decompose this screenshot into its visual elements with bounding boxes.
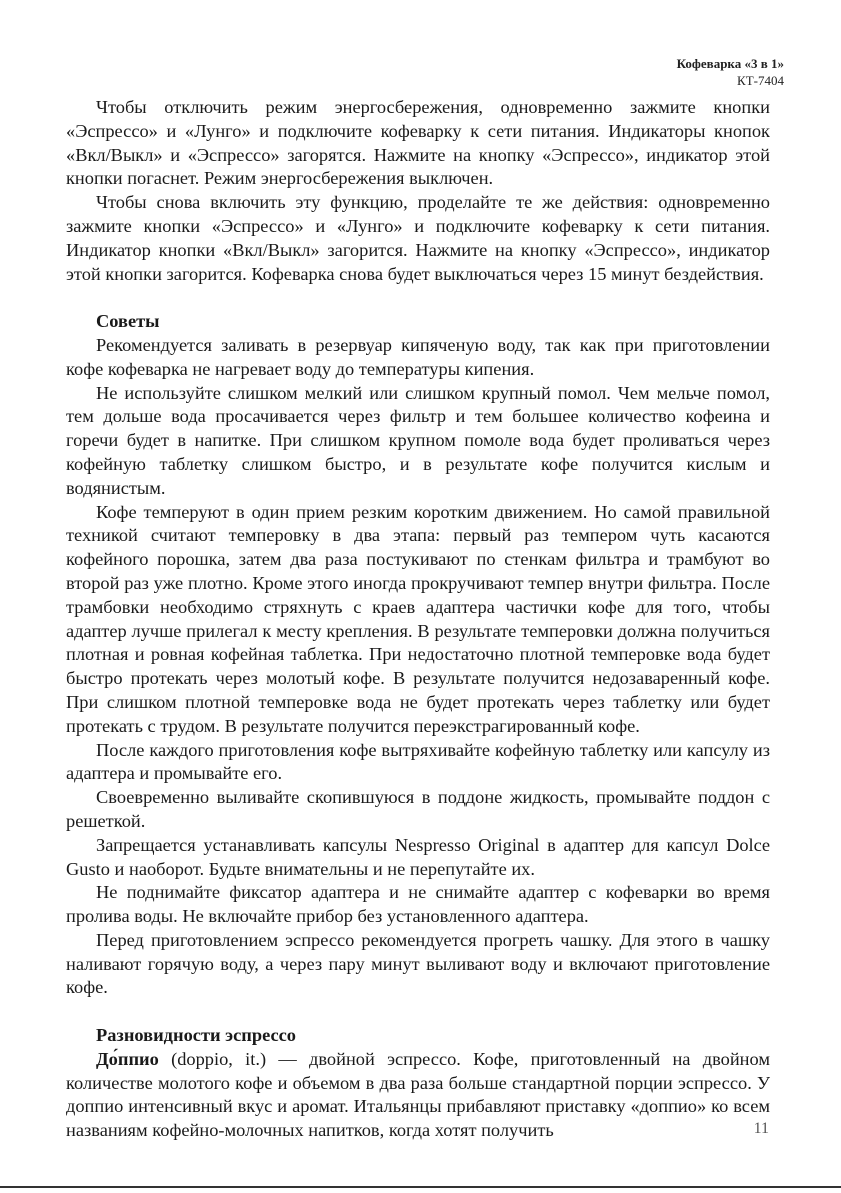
header-code: КТ-7404 (737, 73, 784, 88)
bottom-rule (0, 1186, 841, 1188)
section-heading-tips: Советы (96, 311, 160, 332)
paragraph: Рекомендуется заливать в резервуар кипяченую воду, так как при приготовлении кофе кофеварка не нагревает воду до температуры кипения. (66, 334, 770, 379)
paragraph: Не используйте слишком мелкий или слишком крупный помол. Чем мельче помол, тем дольше вода просачивается через фильтр и тем большее количество кофеина и горечи будет в напитке. При слишком крупном помоле вода будет проливаться через кофейную таблетку слишком быстро, и в результате кофе получится кислым и водянистым. (66, 382, 770, 498)
paragraph: Чтобы отключить режим энергосбережения, одновременно зажмите кнопки «Эспрессо» и «Лунго» и подключите кофеварку к сети питания. Индикаторы кнопок «Вкл/Выкл» и «Эспрессо» загорятся. Нажмите на кнопку «Эспрессо», индикатор этой кнопки погаснет. Режим энергосбережения выключен. (66, 97, 770, 189)
paragraph: Кофе темперуют в один прием резким коротким движением. Но самой правильной техникой считают темперовку в два этапа: первый раз темпером чуть касаются кофейного порошка, затем два раза постукивают по стенкам фильтра и трамбуют во второй раз уже плотно. Кроме этого иногда прокручивают темпер внутри фильтра. После трамбовки необходимо стряхнуть с краев адаптера частички кофе для того, чтобы адаптер лучше прилегал к месту крепления. В результате темперовки должна получиться плотная и ровная кофейная таблетка. При недостаточно плотной темперовке вода будет быстро протекать через молотый кофе. В результате получится недозаваренный кофе. При слишком плотной темперовке вода не будет протекать через таблетку или будет протекать с трудом. В результате получится переэкстрагированный кофе. (66, 501, 770, 736)
header-model: Кофеварка «3 в 1» (676, 56, 784, 71)
doppio-definition: (doppio, it.) — двойной эспрессо. Кофе, приготовленный на двойном количестве молотого кофе и объемом в два раза больше стандартной порции эспрессо. У доппио интенсивный вкус и аромат. Итальянцы прибавляют приставку «доппио» ко всем названиям кофейно-молочных напитков, когда хотят получить (66, 1048, 770, 1141)
paragraph-doppio (66, 1048, 770, 1143)
paragraph: После каждого приготовления кофе вытряхивайте кофейную таблетку или капсулу из адаптера и промывайте его. (66, 739, 770, 784)
paragraph: Своевременно выливайте скопившуюся в поддоне жидкость, промывайте поддон с решеткой. (66, 787, 770, 831)
section-gap (66, 1000, 770, 1024)
section-gap (66, 286, 770, 310)
term-doppio: До́ппио (96, 1048, 159, 1069)
paragraph: Запрещается устанавливать капсулы Nespresso Original в адаптер для капсул Dolce Gusto и наоборот. Будьте внимательны и не перепутайте их. (66, 834, 770, 879)
section-heading-varieties: Разновидности эспрессо (96, 1025, 297, 1046)
paragraph: Не поднимайте фиксатор адаптера и не снимайте адаптер с кофеварки во время пролива воды. Не включайте прибор без установленного адаптера. (66, 882, 770, 927)
page-number: 11 (753, 1120, 769, 1137)
page-body (66, 96, 770, 1143)
paragraph: Перед приготовлением эспрессо рекомендуется прогреть чашку. Для этого в чашку наливают горячую воду, а через пару минут выливают воду и включают приготовление кофе. (66, 929, 770, 998)
running-header (677, 55, 784, 89)
paragraph: Чтобы снова включить эту функцию, проделайте те же действия: одновременно зажмите кнопки «Эспрессо» и «Лунго» и подключите кофеварку к сети питания. Индикатор кнопки «Вкл/Выкл» загорится. Нажмите на кнопку «Эспрессо», индикатор этой кнопки загорится. Кофеварка снова будет выключаться через 15 минут бездействия. (66, 192, 770, 284)
